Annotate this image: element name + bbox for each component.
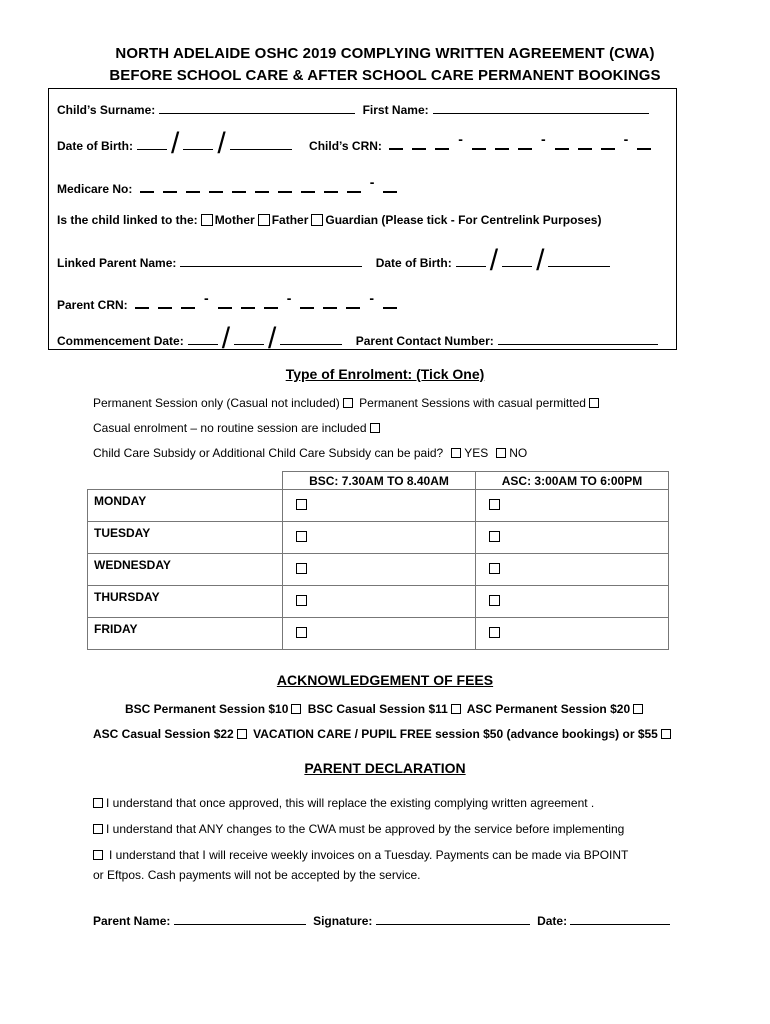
subsidy-yes-checkbox[interactable] xyxy=(451,448,461,458)
permanent-only-label: Permanent Session only (Casual not included) xyxy=(93,396,340,410)
vacation-fee-checkbox[interactable] xyxy=(661,729,671,739)
declaration-1-text: I understand that once approved, this will replace the existing complying written agreement . xyxy=(106,796,595,810)
fees-heading: ACKNOWLEDGEMENT OF FEES xyxy=(276,672,494,688)
date-label: Date: xyxy=(537,914,568,928)
surname-label: Child’s Surname: xyxy=(57,103,156,117)
declaration-2-text: I understand that ANY changes to the CWA must be approved by the service before implementing xyxy=(106,822,625,836)
contact-label: Parent Contact Number: xyxy=(355,334,494,348)
enrolment-heading: Type of Enrolment: (Tick One) xyxy=(285,366,485,382)
casual-only-label: Casual enrolment – no routine session are included xyxy=(93,421,367,435)
linked-parent-row xyxy=(57,244,610,277)
father-label: Father xyxy=(271,213,309,227)
asc-perm-fee-label: ASC Permanent Session $20 xyxy=(466,702,631,716)
permanent-only-checkbox[interactable] xyxy=(343,398,353,408)
monday-bsc-checkbox[interactable] xyxy=(296,499,307,510)
declaration-1-checkbox[interactable] xyxy=(93,798,103,808)
crn-label: Child’s CRN: xyxy=(309,139,382,153)
hyphen: - xyxy=(458,131,463,147)
asc-casual-fee-checkbox[interactable] xyxy=(237,729,247,739)
hyphen: - xyxy=(540,131,546,147)
parent-dob-month-field[interactable] xyxy=(502,255,532,267)
day-thursday: THURSDAY xyxy=(88,586,283,618)
slash: / xyxy=(217,127,226,160)
declaration-3-checkbox[interactable] xyxy=(93,850,103,860)
bsc-casual-fee-checkbox[interactable] xyxy=(451,704,461,714)
dob-row xyxy=(57,127,660,160)
tuesday-bsc-checkbox[interactable] xyxy=(296,531,307,542)
declaration-3-text-line1: I understand that I will receive weekly invoices on a Tuesday. Payments can be made via BPOINT xyxy=(109,848,629,862)
hyphen: - xyxy=(286,290,292,306)
crn-field[interactable] xyxy=(389,131,660,153)
table-header-row xyxy=(88,472,669,490)
slash: / xyxy=(536,244,545,277)
date-field[interactable] xyxy=(570,913,670,925)
parent-name-field[interactable] xyxy=(174,913,306,925)
declaration-item-2 xyxy=(93,819,624,839)
day-tuesday: TUESDAY xyxy=(88,522,283,554)
medicare-label: Medicare No: xyxy=(57,182,133,196)
linked-row xyxy=(57,213,601,227)
linked-label: Is the child linked to the: xyxy=(57,213,198,227)
slash: / xyxy=(268,322,277,355)
slash: / xyxy=(171,127,180,160)
hyphen: - xyxy=(623,131,629,147)
day-wednesday: WEDNESDAY xyxy=(88,554,283,586)
empty-header-cell xyxy=(88,472,283,490)
day-friday: FRIDAY xyxy=(88,618,283,650)
mother-checkbox[interactable] xyxy=(201,214,213,226)
linked-parent-label: Linked Parent Name: xyxy=(57,256,177,270)
subsidy-yes-label: YES xyxy=(464,446,489,460)
enrolment-line-3 xyxy=(93,446,527,460)
guardian-checkbox[interactable] xyxy=(311,214,323,226)
bsc-header: BSC: 7.30AM TO 8.40AM xyxy=(283,472,476,490)
table-row xyxy=(88,522,669,554)
fees-line-2 xyxy=(93,727,674,741)
declaration-2-checkbox[interactable] xyxy=(93,824,103,834)
surname-row xyxy=(57,102,649,117)
thursday-asc-checkbox[interactable] xyxy=(489,595,500,606)
declaration-item-1 xyxy=(93,793,594,813)
permanent-casual-label: Permanent Sessions with casual permitted xyxy=(359,396,586,410)
asc-casual-fee-label: ASC Casual Session $22 xyxy=(93,727,234,741)
medicare-field[interactable] xyxy=(140,174,407,196)
hyphen: - xyxy=(369,290,375,306)
permanent-casual-checkbox[interactable] xyxy=(589,398,599,408)
commencement-day-field[interactable] xyxy=(188,333,218,345)
parent-name-label: Parent Name: xyxy=(93,914,171,928)
hyphen: - xyxy=(204,290,209,306)
bsc-perm-fee-checkbox[interactable] xyxy=(291,704,301,714)
signature-label: Signature: xyxy=(313,914,373,928)
day-monday: MONDAY xyxy=(88,490,283,522)
casual-only-checkbox[interactable] xyxy=(370,423,380,433)
guardian-label: Guardian (Please tick - For Centrelink Purposes) xyxy=(325,213,602,227)
linked-parent-field[interactable] xyxy=(180,255,362,267)
table-row xyxy=(88,618,669,650)
parent-dob-year-field[interactable] xyxy=(548,255,610,267)
asc-header: ASC: 3:00AM TO 6:00PM xyxy=(476,472,669,490)
parent-crn-label: Parent CRN: xyxy=(57,298,128,312)
monday-asc-checkbox[interactable] xyxy=(489,499,500,510)
parent-dob-day-field[interactable] xyxy=(456,255,486,267)
fees-line-1 xyxy=(125,702,646,716)
commencement-label: Commencement Date: xyxy=(57,334,184,348)
declaration-item-3 xyxy=(93,845,628,885)
contact-field[interactable] xyxy=(498,333,658,345)
surname-field[interactable] xyxy=(159,102,355,114)
declaration-3-text-line2: or Eftpos. Cash payments will not be accepted by the service. xyxy=(93,868,421,882)
slash: / xyxy=(489,244,499,277)
hyphen: - xyxy=(369,174,375,190)
commencement-year-field[interactable] xyxy=(280,333,342,345)
child-info-box xyxy=(48,88,677,355)
sessions-table xyxy=(87,471,669,650)
wednesday-asc-checkbox[interactable] xyxy=(489,563,500,574)
medicare-row xyxy=(57,174,406,196)
commencement-month-field[interactable] xyxy=(234,333,264,345)
signature-field[interactable] xyxy=(376,913,530,925)
friday-asc-checkbox[interactable] xyxy=(489,627,500,638)
father-checkbox[interactable] xyxy=(258,214,270,226)
subsidy-question: Child Care Subsidy or Additional Child Care Subsidy can be paid? xyxy=(93,446,444,460)
declaration-heading: PARENT DECLARATION xyxy=(304,760,466,776)
dob-year-field[interactable] xyxy=(230,138,292,150)
form-title-line2: BEFORE SCHOOL CARE & AFTER SCHOOL CARE PERMANENT BOOKINGS xyxy=(109,67,661,84)
form-title-line1: NORTH ADELAIDE OSHC 2019 COMPLYING WRITTEN AGREEMENT (CWA) xyxy=(115,45,655,62)
commencement-row xyxy=(57,322,658,355)
signature-row xyxy=(93,913,670,928)
friday-bsc-checkbox[interactable] xyxy=(296,627,307,638)
thursday-bsc-checkbox[interactable] xyxy=(296,595,307,606)
asc-perm-fee-checkbox[interactable] xyxy=(633,704,643,714)
parent-crn-field[interactable] xyxy=(135,290,406,312)
subsidy-no-checkbox[interactable] xyxy=(496,448,506,458)
table-row xyxy=(88,490,669,522)
enrolment-line-1 xyxy=(93,396,602,410)
enrolment-line-2 xyxy=(93,421,383,435)
subsidy-no-label: NO xyxy=(509,446,528,460)
dob-label: Date of Birth: xyxy=(57,139,133,153)
dob-month-field[interactable] xyxy=(183,138,213,150)
tuesday-asc-checkbox[interactable] xyxy=(489,531,500,542)
wednesday-bsc-checkbox[interactable] xyxy=(296,563,307,574)
table-row xyxy=(88,586,669,618)
bsc-casual-fee-label: BSC Casual Session $11 xyxy=(307,702,448,716)
slash: / xyxy=(221,322,231,355)
first-name-label: First Name: xyxy=(362,103,429,117)
bsc-perm-fee-label: BSC Permanent Session $10 xyxy=(125,702,289,716)
first-name-field[interactable] xyxy=(433,102,649,114)
vacation-fee-label: VACATION CARE / PUPIL FREE session $50 (advance bookings) or $55 xyxy=(253,727,658,741)
table-row xyxy=(88,554,669,586)
dob-day-field[interactable] xyxy=(137,138,167,150)
parent-dob-label: Date of Birth: xyxy=(375,256,452,270)
parent-crn-row xyxy=(57,290,406,312)
mother-label: Mother xyxy=(214,213,255,227)
